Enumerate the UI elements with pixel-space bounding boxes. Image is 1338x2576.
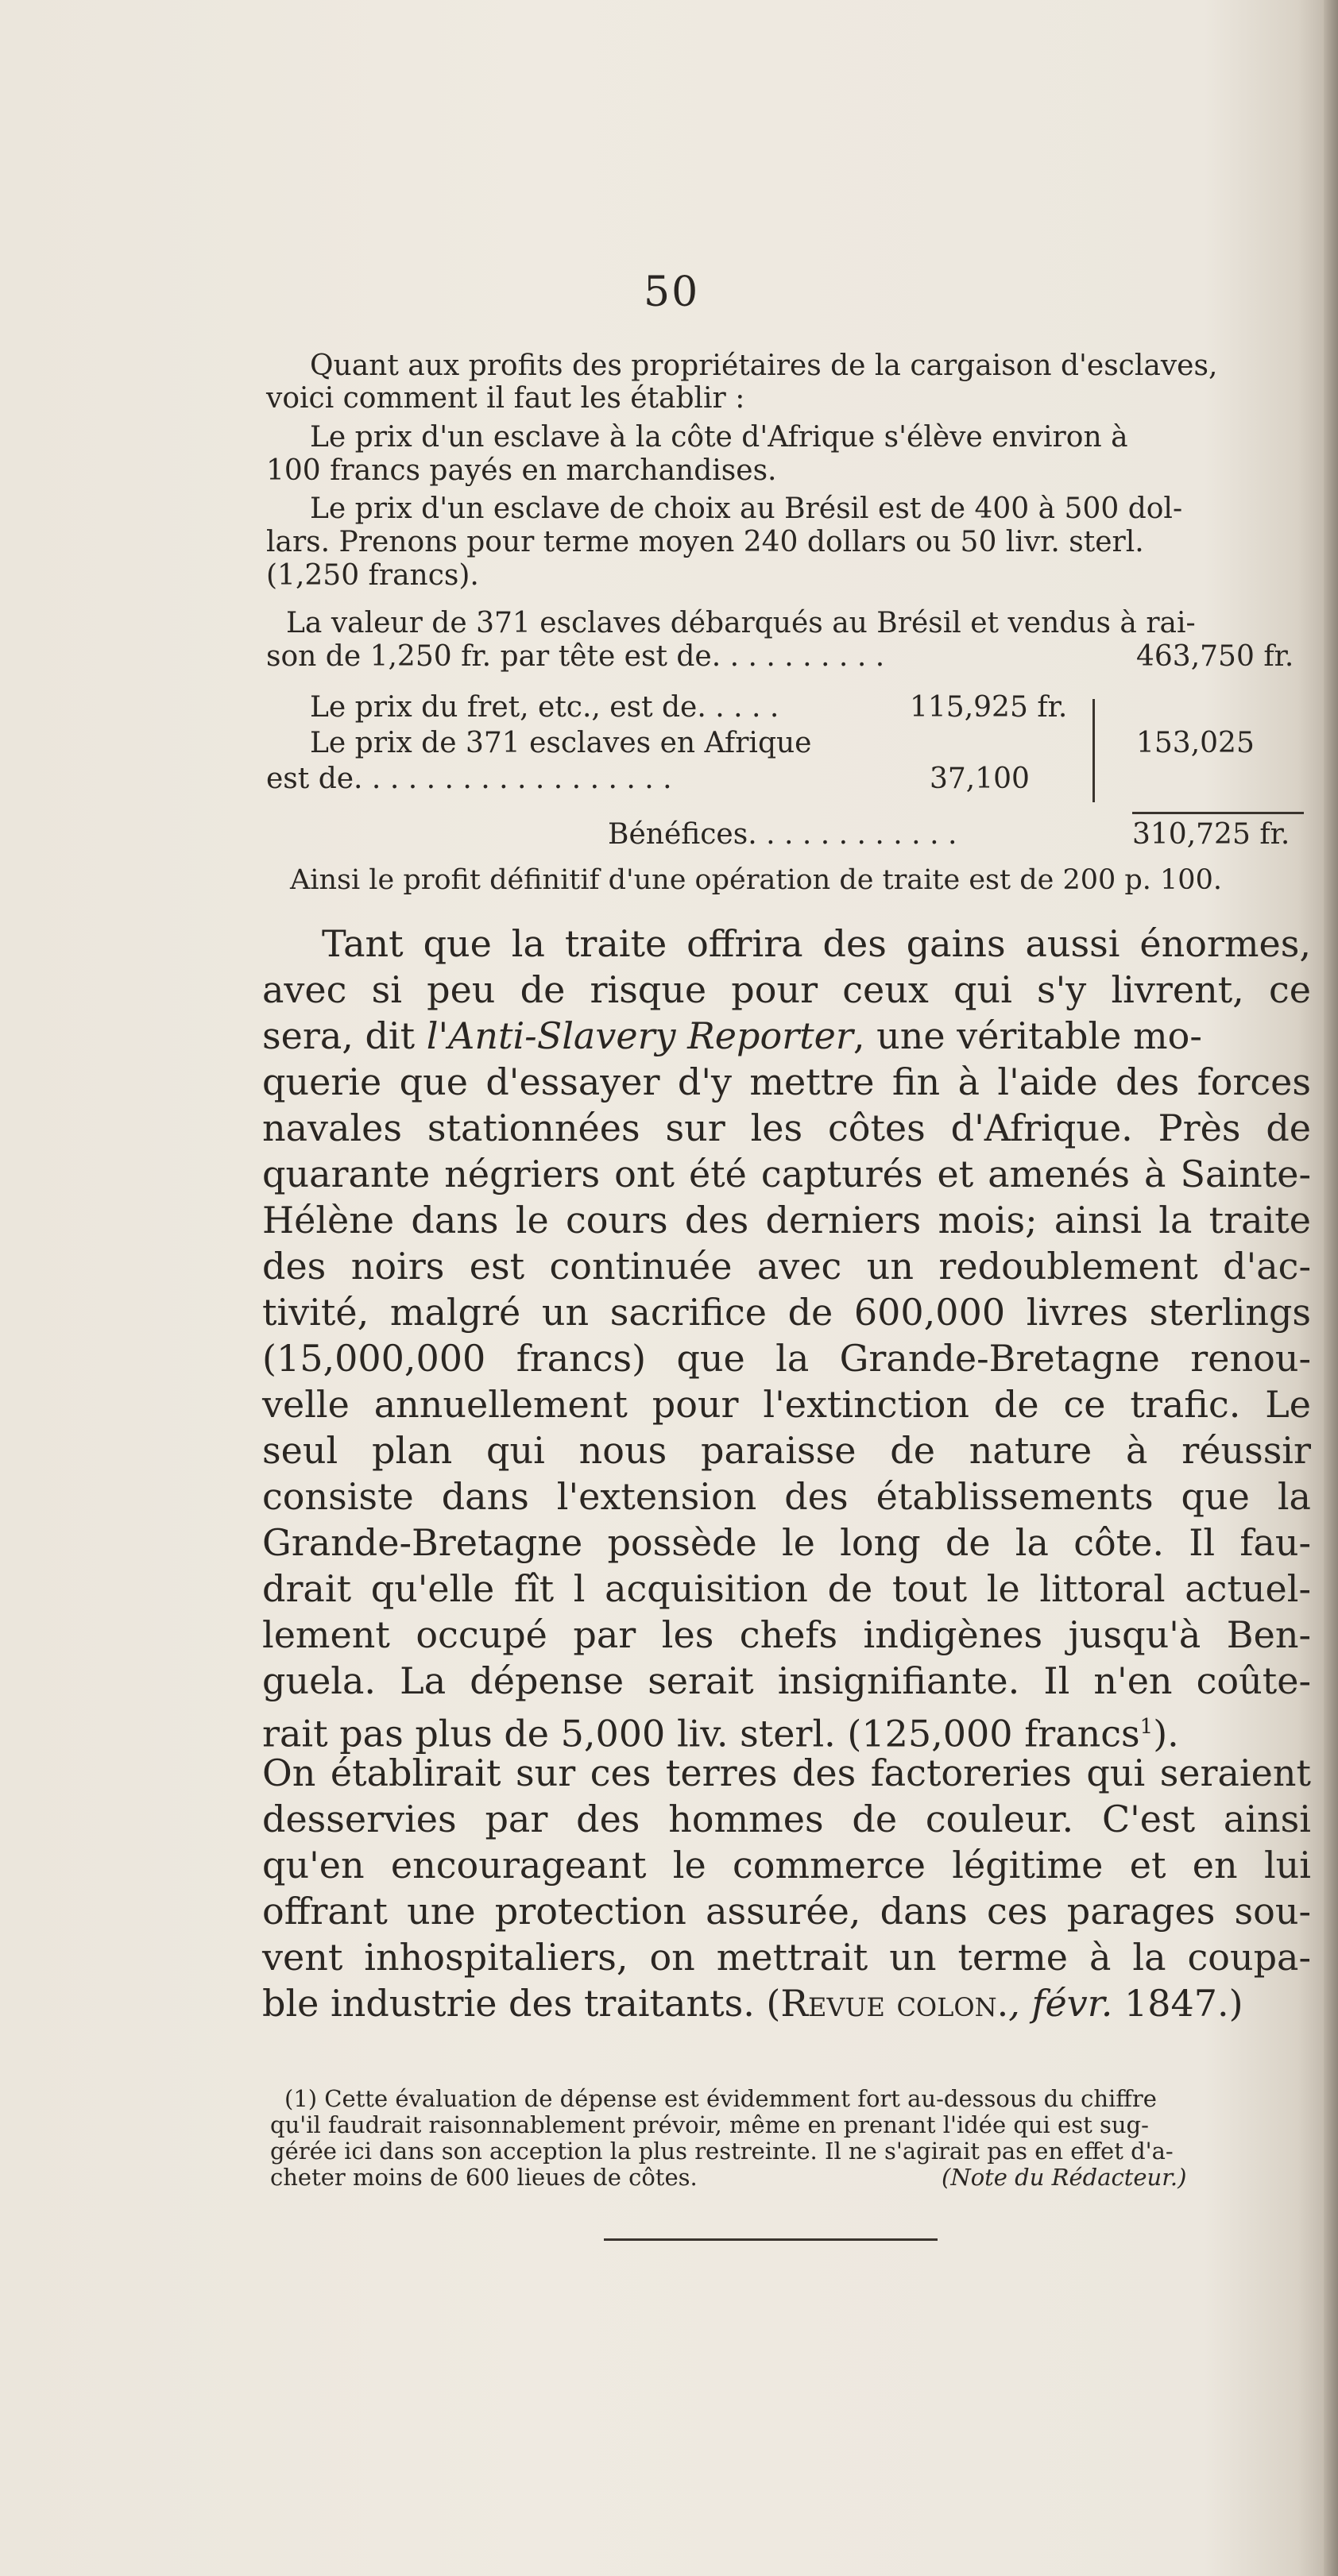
footnote-line: qu'il faudrait raisonnablement prévoir, même en prenant l'idée qui est sug- bbox=[270, 2111, 1149, 2138]
main-line: drait qu'elle fît l acquisition de tout le littoral actuel- bbox=[262, 1567, 1311, 1610]
benefices-value: 310,725 fr. bbox=[1132, 818, 1290, 851]
footnote-line: cheter moins de 600 lieues de côtes. bbox=[270, 2164, 698, 2191]
intro-line: 100 francs payés en marchandises. bbox=[266, 454, 777, 487]
intro-line: La valeur de 371 esclaves débarqués au Brésil et vendus à rai- bbox=[286, 607, 1196, 639]
footnote-ref: 1 bbox=[1139, 1715, 1154, 1739]
intro-line: son de 1,250 fr. par tête est de. . . . . . . . . . bbox=[266, 640, 885, 673]
intro-line: Quant aux profits des propriétaires de la cargaison d'esclaves, bbox=[310, 350, 1218, 382]
fret-label: Le prix du fret, etc., est de. . . . . bbox=[310, 691, 779, 724]
footnote-signature: (Note du Rédacteur.) bbox=[942, 2164, 1187, 2191]
sum-rule bbox=[1132, 812, 1304, 814]
main-line: desservies par des hommes de couleur. C'est ainsi bbox=[262, 1798, 1311, 1840]
main-line bbox=[262, 1981, 1311, 2026]
intro-line: Le prix d'un esclave de choix au Brésil est de 400 à 500 dol- bbox=[310, 492, 1183, 525]
source-name: Revue colon. bbox=[780, 1982, 1009, 2025]
source-date: , févr. bbox=[1008, 1982, 1113, 2025]
main-line: consiste dans l'extension des établissements que la bbox=[262, 1475, 1311, 1518]
intro-line: lars. Prenons pour terme moyen 240 dollars ou 50 livr. sterl. bbox=[266, 526, 1144, 558]
footnote-line: (1) Cette évaluation de dépense est évidemment fort au-dessous du chiffre bbox=[284, 2085, 1157, 2112]
conclusion: Ainsi le profit définitif d'une opération de traite est de 200 p. 100. bbox=[290, 864, 1222, 896]
main-line: navales stationnées sur les côtes d'Afrique. Près de bbox=[262, 1106, 1311, 1149]
main-text: sera, dit bbox=[262, 1014, 427, 1057]
main-line: tivité, malgré un sacrifice de 600,000 livres sterlings bbox=[262, 1291, 1311, 1334]
main-line: velle annuellement pour l'extinction de ce trafic. Le bbox=[262, 1383, 1311, 1426]
main-line: Grande-Bretagne possède le long de la côte. Il fau- bbox=[262, 1521, 1311, 1564]
main-line: qu'en encourageant le commerce légitime et en lui bbox=[262, 1844, 1311, 1887]
main-line: On établirait sur ces terres des factoreries qui seraient bbox=[262, 1751, 1311, 1794]
main-line: des noirs est continuée avec un redoublement d'ac- bbox=[262, 1245, 1311, 1288]
main-text: 1847.) bbox=[1112, 1982, 1243, 2025]
brace bbox=[1092, 699, 1103, 802]
fret-value: 115,925 fr. bbox=[910, 691, 1068, 724]
main-line: quarante négriers ont été capturés et amenés à Sainte- bbox=[262, 1153, 1311, 1195]
main-line: seul plan qui nous paraisse de nature à réussir bbox=[262, 1429, 1311, 1472]
footnote-line: gérée ici dans son acception la plus restreinte. Il ne s'agirait pas en effet d'a- bbox=[270, 2138, 1174, 2165]
intro-line: (1,250 francs). bbox=[266, 559, 479, 592]
main-text: ). bbox=[1153, 1712, 1179, 1755]
main-line: (15,000,000 francs) que la Grande-Bretagne renou- bbox=[262, 1337, 1311, 1380]
intro-line: Le prix d'un esclave à la côte d'Afrique s'élève environ à bbox=[310, 421, 1128, 454]
afrique-label-cont: est de. . . . . . . . . . . . . . . . . . bbox=[266, 763, 672, 795]
main-line: guela. La dépense serait insignifiante. Il n'en coûte- bbox=[262, 1659, 1311, 1702]
main-line: offrant une protection assurée, dans ces parages sou- bbox=[262, 1890, 1311, 1933]
total-value: 463,750 fr. bbox=[1136, 640, 1294, 673]
afrique-value: 37,100 bbox=[930, 763, 1030, 795]
main-text: , une véritable mo- bbox=[853, 1014, 1202, 1057]
main-line: querie que d'essayer d'y mettre fin à l'aide des forces bbox=[262, 1060, 1311, 1103]
benefices-label: Bénéfices. . . . . . . . . . . . bbox=[608, 818, 957, 851]
main-line: vent inhospitaliers, on mettrait un terme à la coupa- bbox=[262, 1936, 1311, 1979]
end-rule bbox=[604, 2238, 938, 2241]
intro-line: voici comment il faut les établir : bbox=[266, 382, 745, 415]
reporter-title: l'Anti-Slavery Reporter bbox=[426, 1014, 853, 1057]
main-line: lement occupé par les chefs indigènes jusqu'à Ben- bbox=[262, 1613, 1311, 1656]
main-line bbox=[262, 1014, 1311, 1058]
main-line: avec si peu de risque pour ceux qui s'y livrent, ce bbox=[262, 968, 1311, 1011]
main-line: Tant que la traite offrira des gains aussi énormes, bbox=[322, 922, 1311, 965]
page-number: 50 bbox=[644, 268, 700, 316]
afrique-label: Le prix de 371 esclaves en Afrique bbox=[310, 727, 812, 759]
main-line bbox=[262, 1705, 1311, 1755]
main-text: ble industrie des traitants. ( bbox=[262, 1982, 781, 2025]
main-text: rait pas plus de 5,000 liv. sterl. (125,000 francs bbox=[262, 1712, 1140, 1755]
subtotal-value: 153,025 bbox=[1136, 727, 1255, 759]
main-line: Hélène dans le cours des derniers mois; ainsi la traite bbox=[262, 1199, 1311, 1242]
